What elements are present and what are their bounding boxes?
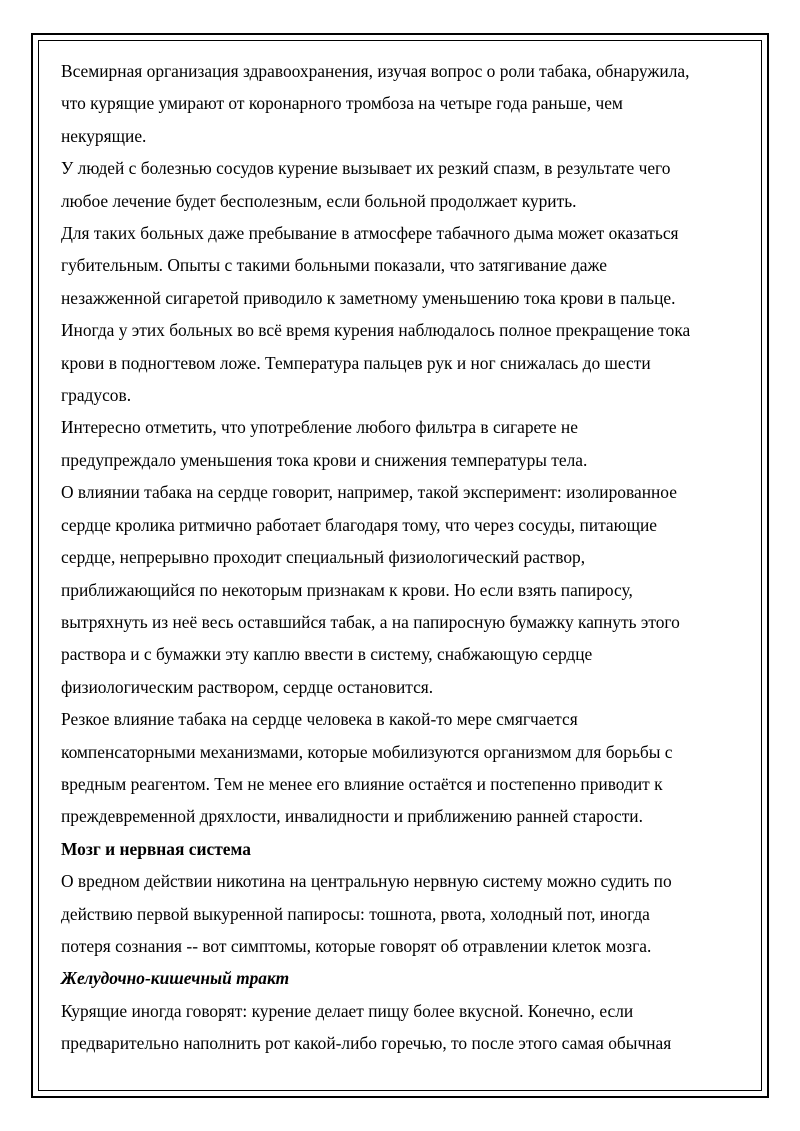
text-line: физиологическим раствором, сердце остановится. — [61, 676, 434, 697]
text-line: сердце, непрерывно проходит специальный физиологический раствор, — [61, 547, 586, 568]
paragraph-gastrointestinal — [61, 995, 751, 1060]
text-line: О влиянии табака на сердце говорит, например, такой эксперимент: изолированное — [61, 482, 677, 503]
text-line: Всемирная организация здравоохранения, изучая вопрос о роли табака, обнаружила, — [61, 61, 690, 81]
document-body — [61, 55, 751, 1060]
paragraph-filter — [61, 411, 751, 476]
text-line: Курящие иногда говорят: курение делает пищу более вкусной. Конечно, если — [61, 1000, 634, 1021]
heading-gastrointestinal: Желудочно-кишечный тракт — [61, 968, 290, 989]
text-line: вытряхнуть из неё весь оставшийся табак, а на папиросную бумажку капнуть этого — [61, 611, 680, 632]
text-line: предупреждало уменьшения тока крови и снижения температуры тела. — [61, 449, 588, 470]
text-line: потеря сознания -- вот симптомы, которые говорят об отравлении клеток мозга. — [61, 935, 652, 956]
text-line: У людей с болезнью сосудов курение вызывает их резкий спазм, в результате чего — [61, 158, 671, 179]
text-line: приближающийся по некоторым признакам к крови. Но если взять папиросу, — [61, 579, 633, 600]
paragraph-heart-experiment — [61, 476, 751, 703]
text-line: некурящие. — [61, 125, 147, 146]
text-line: преждевременной дряхлости, инвалидности и приближению ранней старости. — [61, 806, 643, 827]
paragraph-vascular-spasm — [61, 152, 751, 217]
text-line: любое лечение будет бесполезным, если больной продолжает курить. — [61, 190, 577, 211]
text-line: Интересно отметить, что употребление любого фильтра в сигарете не — [61, 417, 578, 438]
text-line: Иногда у этих больных во всё время курения наблюдалось полное прекращение тока — [61, 320, 691, 341]
text-line: вредным реагентом. Тем не менее его влияние остаётся и постепенно приводит к — [61, 773, 663, 794]
paragraph-brain — [61, 865, 751, 962]
text-line: крови в подногтевом ложе. Температура пальцев рук и ног снижалась до шести — [61, 352, 651, 373]
text-line: сердце кролика ритмично работает благодаря тому, что через сосуды, питающие — [61, 514, 658, 535]
text-line: что курящие умирают от коронарного тромбоза на четыре года раньше, чем — [61, 93, 623, 114]
text-line: действию первой выкуренной папиросы: тошнота, рвота, холодный пот, иногда — [61, 903, 650, 924]
text-line: губительным. Опыты с такими больными показали, что затягивание даже — [61, 255, 608, 276]
text-line: О вредном действии никотина на центральную нервную систему можно судить по — [61, 871, 672, 892]
paragraph-smoke-atmosphere — [61, 217, 751, 314]
text-line: незажженной сигаретой приводило к заметному уменьшению тока крови в пальце. — [61, 287, 676, 308]
text-line: градусов. — [61, 385, 132, 406]
text-line: компенсаторными механизмами, которые мобилизуются организмом для борьбы с — [61, 741, 673, 762]
text-line: предварительно наполнить рот какой-либо горечью, то после этого самая обычная — [61, 1033, 672, 1054]
text-line: Резкое влияние табака на сердце человека в какой-то мере смягчается — [61, 709, 578, 730]
paragraph-who-study — [61, 55, 751, 152]
paragraph-blood-flow-stop — [61, 314, 751, 411]
text-line: Для таких больных даже пребывание в атмосфере табачного дыма может оказаться — [61, 223, 679, 244]
heading-brain-nervous-system: Мозг и нервная система — [61, 838, 251, 859]
text-line: раствора и с бумажки эту каплю ввести в систему, снабжающую сердце — [61, 644, 593, 665]
paragraph-compensation — [61, 703, 751, 833]
